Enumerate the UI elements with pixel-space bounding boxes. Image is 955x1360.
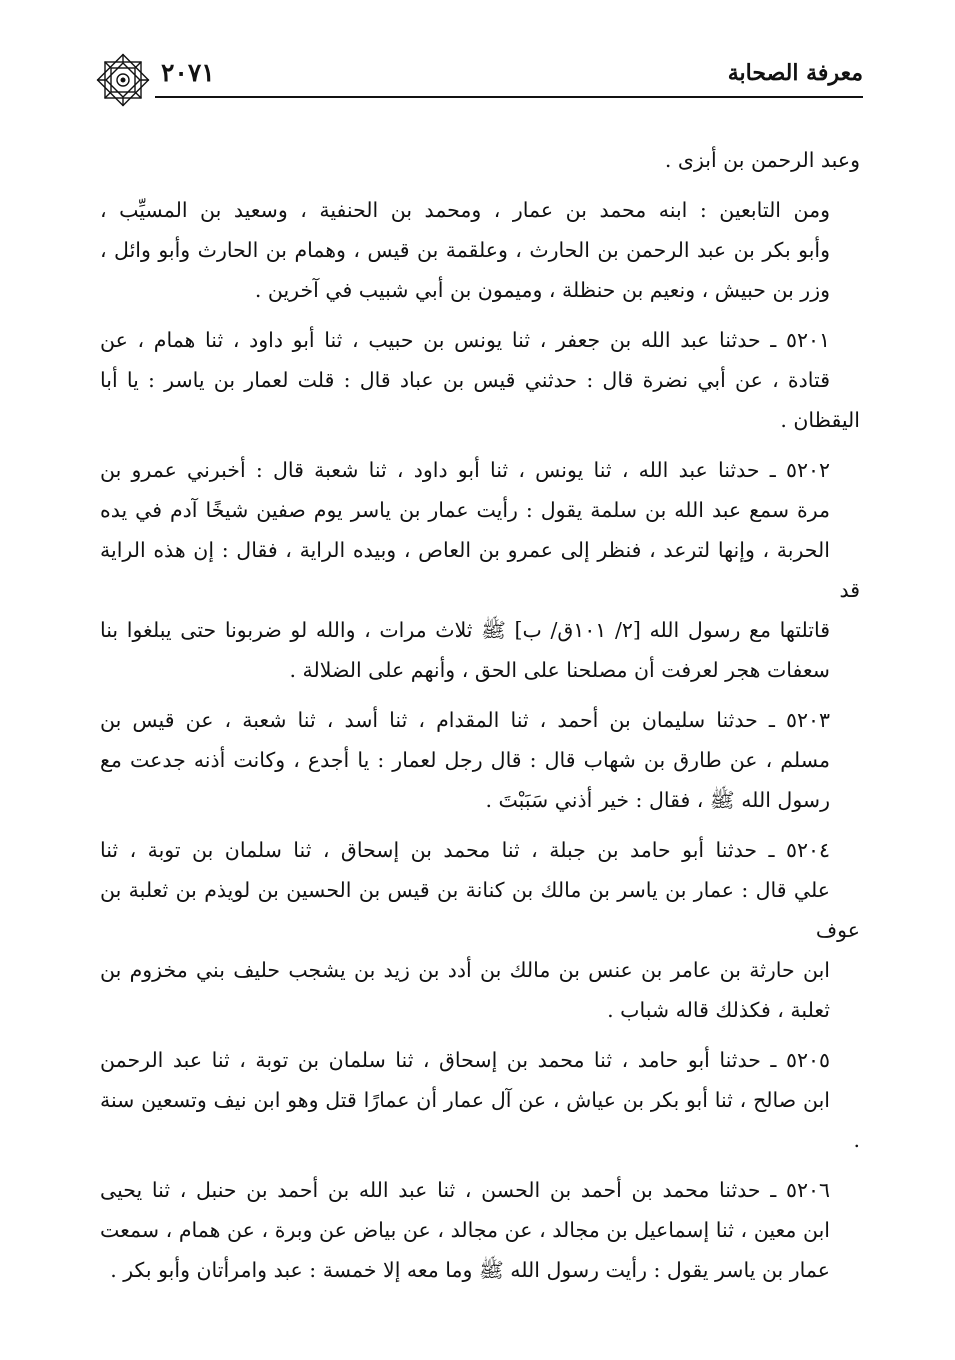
text-line: سعفات هجر لعرفت أن مصلحنا على الحق ، وأنهم على الضلالة . <box>289 658 830 682</box>
paragraph-hadith-5206 <box>100 1170 860 1290</box>
text-line: ابن حارثة بن عامر بن عنس بن مالك بن أدد بن زيد بن يشجب حليف بني مخزوم بن <box>100 958 830 982</box>
paragraph-hadith-5201 <box>100 320 860 440</box>
text-line: ٥٢٠٢ ـ حدثنا عبد الله ، ثنا يونس ، ثنا أبو داود ، ثنا شعبة قال : أخبرني عمرو بن <box>100 458 830 482</box>
text-line: ومن التابعين : ابنه محمد بن عمار ، ومحمد بن الحنفية ، وسعيد بن المسيِّب ، <box>100 198 830 222</box>
text-line: ٥٢٠٦ ـ حدثنا محمد بن أحمد بن الحسن ، ثنا عبد الله بن أحمد بن حنبل ، ثنا يحيى <box>100 1178 830 1202</box>
text-line: وأبو بكر بن عبد الرحمن بن الحارث ، وعلقمة بن قيس ، وهمام بن الحارث وأبو وائل ، <box>100 238 830 262</box>
paragraph-hadith-5204 <box>100 830 860 1030</box>
text-line: علي قال : عمار بن ياسر بن مالك بن كنانة بن قيس بن الحسين بن لويذم بن ثعلبة بن عوف <box>100 878 860 942</box>
text-line: ٥٢٠٤ ـ حدثنا أبو حامد بن جبلة ، ثنا محمد بن إسحاق ، ثنا سلمان بن توبة ، ثنا <box>100 838 830 862</box>
text-line: قاتلتها مع رسول الله [٢/ ١٠١ق/ ب] ﷺ ثلاث مرات ، والله لو ضربونا حتى يبلغوا بنا <box>100 618 830 642</box>
text-line: ابن معين ، ثنا إسماعيل بن مجالد ، عن مجالد ، عن بياض عن وبرة ، عن همام ، سمعت <box>100 1218 830 1242</box>
text-line: مسلم ، عن طارق بن شهاب قال : قال رجل لعمار : يا أجدع ، وكانت أذنه جدعت مع <box>100 748 830 772</box>
running-title: معرفة الصحابة <box>727 60 863 86</box>
page-header <box>95 56 863 102</box>
header-rule <box>155 96 863 98</box>
text-line: قتادة ، عن أبي نضرة قال : حدثني قيس بن عباد قال : قلت لعمار بن ياسر : يا أبا اليقظان . <box>100 368 860 432</box>
paragraph-hadith-5202 <box>100 450 860 690</box>
paragraph-hadith-5203 <box>100 700 860 820</box>
text-line: ٥٢٠٣ ـ حدثنا سليمان بن أحمد ، ثنا المقدام ، ثنا أسد ، ثنا شعبة ، عن قيس بن <box>100 708 830 732</box>
text-line: الحربة ، وإنها لترعد ، فنظر إلى عمرو بن العاص ، وبيده الراية ، فقال : إن هذه الراية قد <box>100 538 860 602</box>
text-line: ثعلبة ، فكذلك قاله شباب . <box>607 998 830 1022</box>
body-text <box>100 140 860 1300</box>
text-line: ٥٢٠٥ ـ حدثنا أبو حامد ، ثنا محمد بن إسحاق ، ثنا سلمان بن توبة ، ثنا عبد الرحمن <box>100 1048 830 1072</box>
octagram-ornament-icon <box>95 52 151 108</box>
text-line: وعبد الرحمن بن أبزى . <box>664 148 860 172</box>
text-line: عمار بن ياسر يقول : رأيت رسول الله ﷺ وما معه إلا خمسة : عبد وامرأتان وأبو بكر . <box>110 1258 830 1282</box>
text-line: وزر بن حبيش ، ونعيم بن حنظلة ، وميمون بن أبي شبيب في آخرين . <box>254 278 830 302</box>
text-line: مرة سمع عبد الله بن سلمة يقول : رأيت عمار بن ياسر يوم صفين شيخًا آدم في يده <box>100 498 830 522</box>
paragraph-hadith-5205 <box>100 1040 860 1160</box>
text-line: ٥٢٠١ ـ حدثنا عبد الله بن جعفر ، ثنا يونس بن حبيب ، ثنا أبو داود ، ثنا همام ، عن <box>100 328 830 352</box>
text-line: رسول الله ﷺ ، فقال : خير أذني سَبَبْتَ . <box>485 788 830 812</box>
paragraph-intro-continued <box>100 140 860 180</box>
page-number: ٢٠٧١ <box>161 58 215 87</box>
text-line: ابن صالح ، ثنا أبو بكر بن عياش ، عن آل عمار أن عمارًا قتل وهو ابن نيف وتسعين سنة . <box>100 1088 860 1152</box>
paragraph-tabiin <box>100 190 860 310</box>
